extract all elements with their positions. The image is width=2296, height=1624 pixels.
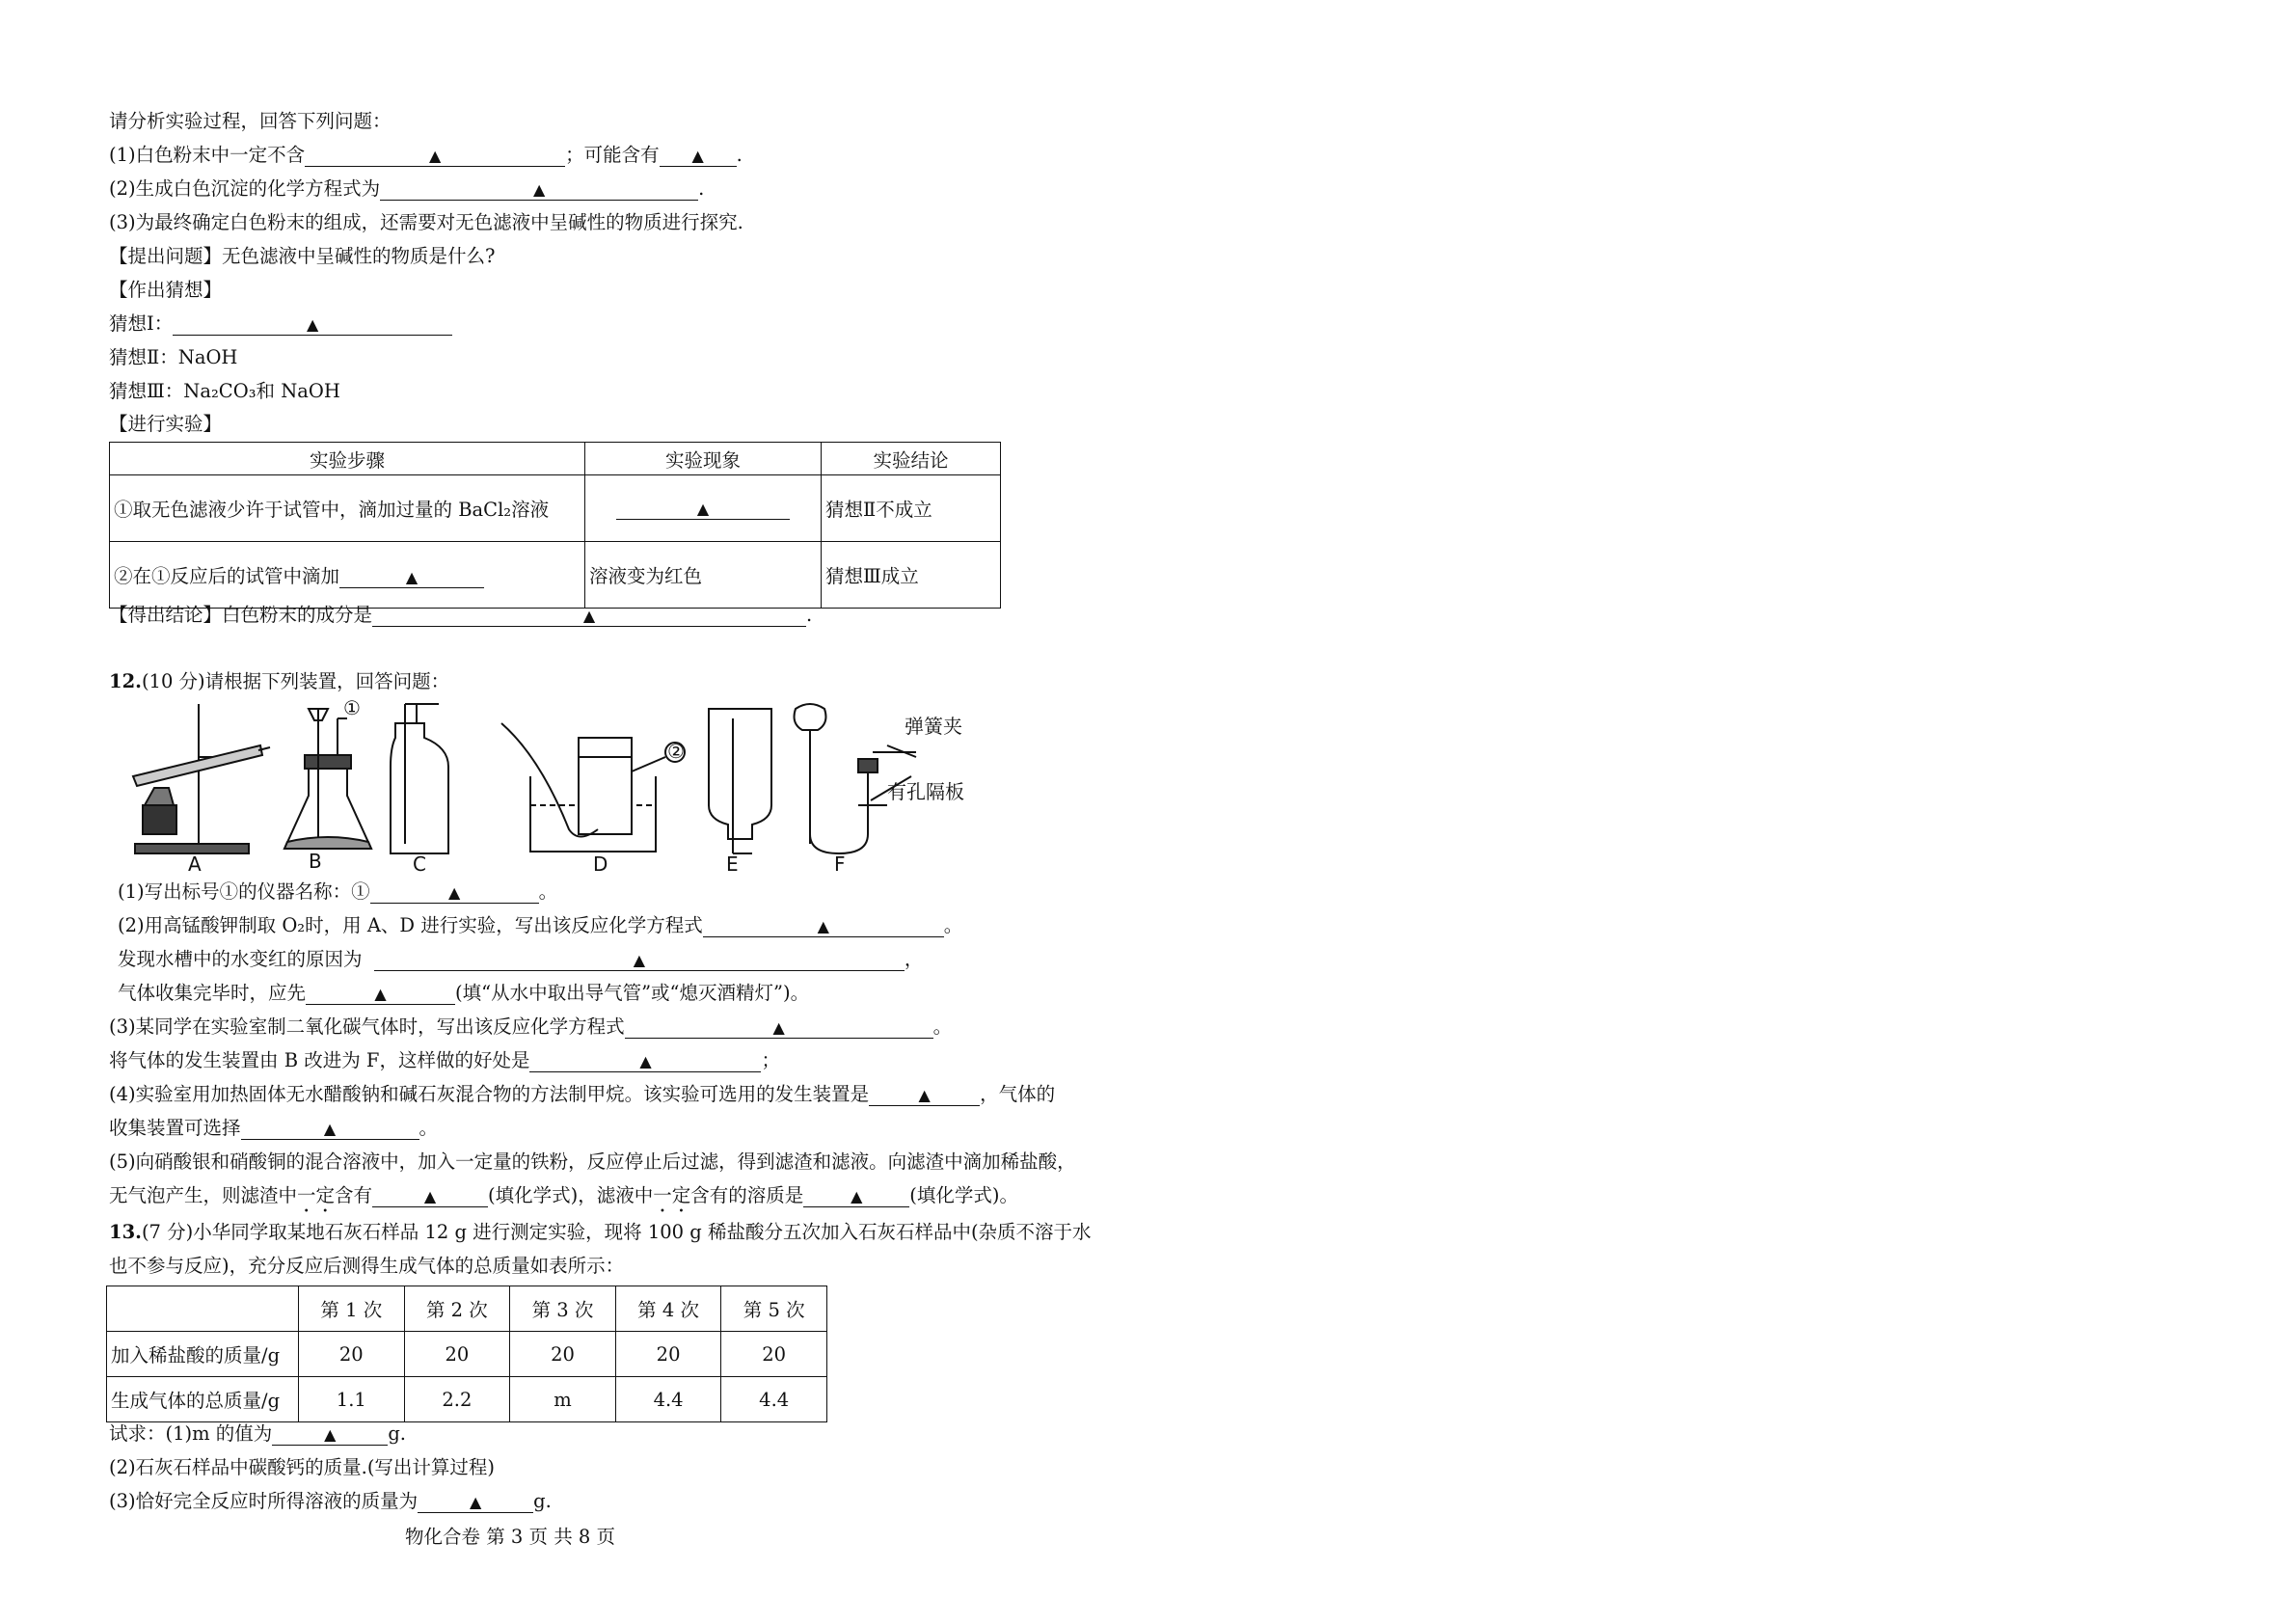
label-plate: 有孔隔板 [887, 780, 964, 803]
row-label: 加入稀盐酸的质量/g [107, 1332, 299, 1377]
answer-blank[interactable]: ▲ [339, 566, 484, 588]
data-table [106, 1286, 827, 1422]
header-cell: 第 1 次 [299, 1286, 405, 1332]
q11-exp-heading: 【进行实验】 [109, 413, 223, 435]
label-b: B [309, 850, 322, 873]
conclusion-cell: 猜想Ⅱ不成立 [822, 475, 1001, 542]
q12-part5: (5)向硝酸银和硝酸铜的混合溶液中，加入一定量的铁粉，反应停止后过滤，得到滤渣和滤液。向滤渣中滴加稀盐酸， [109, 1150, 1076, 1173]
answer-blank[interactable]: ▲ [529, 1050, 761, 1072]
table-row [110, 475, 1001, 542]
table-row [107, 1332, 827, 1377]
step-cell: ②在①反应后的试管中滴加 ▲ [110, 542, 585, 609]
answer-blank[interactable]: ▲ [372, 605, 806, 627]
answer-blank[interactable]: ▲ [241, 1118, 419, 1140]
table-cell: 20 [615, 1332, 721, 1377]
apparatus-b [284, 709, 371, 849]
table-cell: 1.1 [299, 1377, 405, 1422]
q13-part3: (3)恰好完全反应时所得溶液的质量为 ▲ g. [109, 1490, 552, 1512]
page-footer: 物化合卷 第 3 页 共 8 页 [405, 1526, 616, 1548]
answer-blank[interactable]: ▲ [703, 915, 944, 937]
q13-title: 13.(7 分)小华同学取某地石灰石样品 12 g 进行测定实验，现将 100 g 稀盐酸分五次加入石灰石样品中(杂质不溶于水 [109, 1221, 1092, 1243]
answer-blank[interactable]: ▲ [372, 1185, 488, 1207]
q13-title-cont: 也不参与反应)，充分反应后测得生成气体的总质量如表所示： [109, 1255, 625, 1277]
q12-part2: (2)用高锰酸钾制取 O₂时，用 A、D 进行实验，写出该反应化学方程式 ▲ 。 [118, 914, 963, 936]
table-cell: 4.4 [615, 1377, 721, 1422]
table-cell: 2.2 [404, 1377, 510, 1422]
label-f: F [834, 853, 846, 873]
label-e: E [726, 853, 739, 873]
label-c: C [413, 853, 426, 873]
apparatus-figure [116, 699, 1003, 873]
header-cell: 第 2 次 [404, 1286, 510, 1332]
apparatus-e [709, 709, 771, 853]
q12-title: 12.(10 分)请根据下列装置，回答问题： [109, 670, 450, 692]
table-cell: 20 [510, 1332, 616, 1377]
q12-part2-reason: 发现水槽中的水变红的原因为 ▲ ， [118, 948, 924, 970]
q11-guess1: 猜想Ⅰ： ▲ [109, 311, 452, 338]
phenomenon-cell: 溶液变为红色 [585, 542, 822, 609]
q11-guess2: 猜想Ⅱ：NaOH [109, 346, 238, 368]
label-a: A [188, 853, 202, 873]
q12-part4-collect: 收集装置可选择 ▲ 。 [109, 1117, 439, 1139]
apparatus-c [391, 704, 448, 853]
marker-1: ① [343, 699, 361, 719]
answer-blank[interactable]: ▲ [374, 949, 905, 971]
label-d: D [593, 853, 608, 873]
header-cell: 第 5 次 [721, 1286, 827, 1332]
conclusion-cell: 猜想Ⅲ成立 [822, 542, 1001, 609]
apparatus-f [795, 704, 916, 853]
table-cell: 20 [721, 1332, 827, 1377]
q12-part2-finish: 气体收集完毕时，应先 ▲ (填“从水中取出导气管”或“熄灭酒精灯”)。 [118, 982, 810, 1004]
table-header-row [107, 1286, 827, 1332]
intro-text: 请分析实验过程，回答下列问题： [109, 110, 392, 132]
q11-guess3: 猜想Ⅲ：Na₂CO₃和 NaOH [109, 380, 340, 402]
q13-part1: 试求：(1)m 的值为 ▲ g. [109, 1422, 406, 1445]
experiment-table [109, 442, 1001, 609]
answer-blank[interactable]: ▲ [660, 145, 737, 167]
header-cell: 实验步骤 [110, 443, 585, 475]
step-cell: ①取无色滤液少许于试管中，滴加过量的 BaCl₂溶液 [110, 475, 585, 542]
answer-blank[interactable]: ▲ [625, 1016, 933, 1039]
header-cell: 实验结论 [822, 443, 1001, 475]
row-label: 生成气体的总质量/g [107, 1377, 299, 1422]
table-header-row [110, 443, 1001, 475]
answer-blank[interactable]: ▲ [869, 1084, 980, 1106]
q11-conclusion: 【得出结论】白色粉末的成分是 ▲ . [109, 604, 813, 626]
q11-ask: 【提出问题】无色滤液中呈碱性的物质是什么? [109, 245, 496, 267]
q12-part1: (1)写出标号①的仪器名称：① ▲ 。 [118, 880, 558, 903]
marker-2: ② [667, 740, 685, 763]
q12-part3: (3)某同学在实验室制二氧化碳气体时，写出该反应化学方程式 ▲ 。 [109, 1015, 953, 1038]
header-cell [107, 1286, 299, 1332]
q11-guess-heading: 【作出猜想】 [109, 279, 223, 301]
answer-blank[interactable]: ▲ [173, 313, 452, 336]
label-clip: 弹簧夹 [905, 715, 962, 738]
q12-part5-answer: 无气泡产生，则滤渣中一定含有 ▲ (填化学式)，滤液中一定含有的溶质是 ▲ (填化学式)。 [109, 1184, 1019, 1206]
table-row [107, 1377, 827, 1422]
table-cell: 20 [299, 1332, 405, 1377]
q11-part3: (3)为最终确定白色粉末的组成，还需要对无色滤液中呈碱性的物质进行探究. [109, 211, 743, 233]
answer-blank[interactable]: ▲ [305, 145, 565, 167]
header-cell: 实验现象 [585, 443, 822, 475]
answer-blank[interactable]: ▲ [616, 498, 790, 520]
q13-part2: (2)石灰石样品中碳酸钙的质量.(写出计算过程) [109, 1456, 496, 1478]
phenomenon-cell [585, 475, 822, 542]
q12-part4: (4)实验室用加热固体无水醋酸钠和碱石灰混合物的方法制甲烷。该实验可选用的发生装置是 ▲ ，气体的 [109, 1083, 1056, 1105]
answer-blank[interactable]: ▲ [370, 881, 539, 904]
q11-part2: (2)生成白色沉淀的化学方程式为 ▲ . [109, 177, 705, 200]
answer-blank[interactable]: ▲ [418, 1491, 533, 1513]
header-cell: 第 4 次 [615, 1286, 721, 1332]
answer-blank[interactable]: ▲ [803, 1185, 909, 1207]
table-cell: m [510, 1377, 616, 1422]
answer-blank[interactable]: ▲ [272, 1423, 388, 1446]
q11-part1: (1)白色粉末中一定不含 ▲ ；可能含有 ▲ . [109, 144, 743, 166]
header-cell: 第 3 次 [510, 1286, 616, 1332]
table-row [110, 542, 1001, 609]
q12-part3-benefit: 将气体的发生装置由 B 改进为 F，这样做的好处是 ▲ ； [109, 1049, 780, 1071]
apparatus-d [501, 723, 685, 852]
answer-blank[interactable]: ▲ [380, 178, 698, 201]
apparatus-a [133, 704, 270, 853]
table-cell: 20 [404, 1332, 510, 1377]
table-cell: 4.4 [721, 1377, 827, 1422]
answer-blank[interactable]: ▲ [306, 983, 455, 1005]
